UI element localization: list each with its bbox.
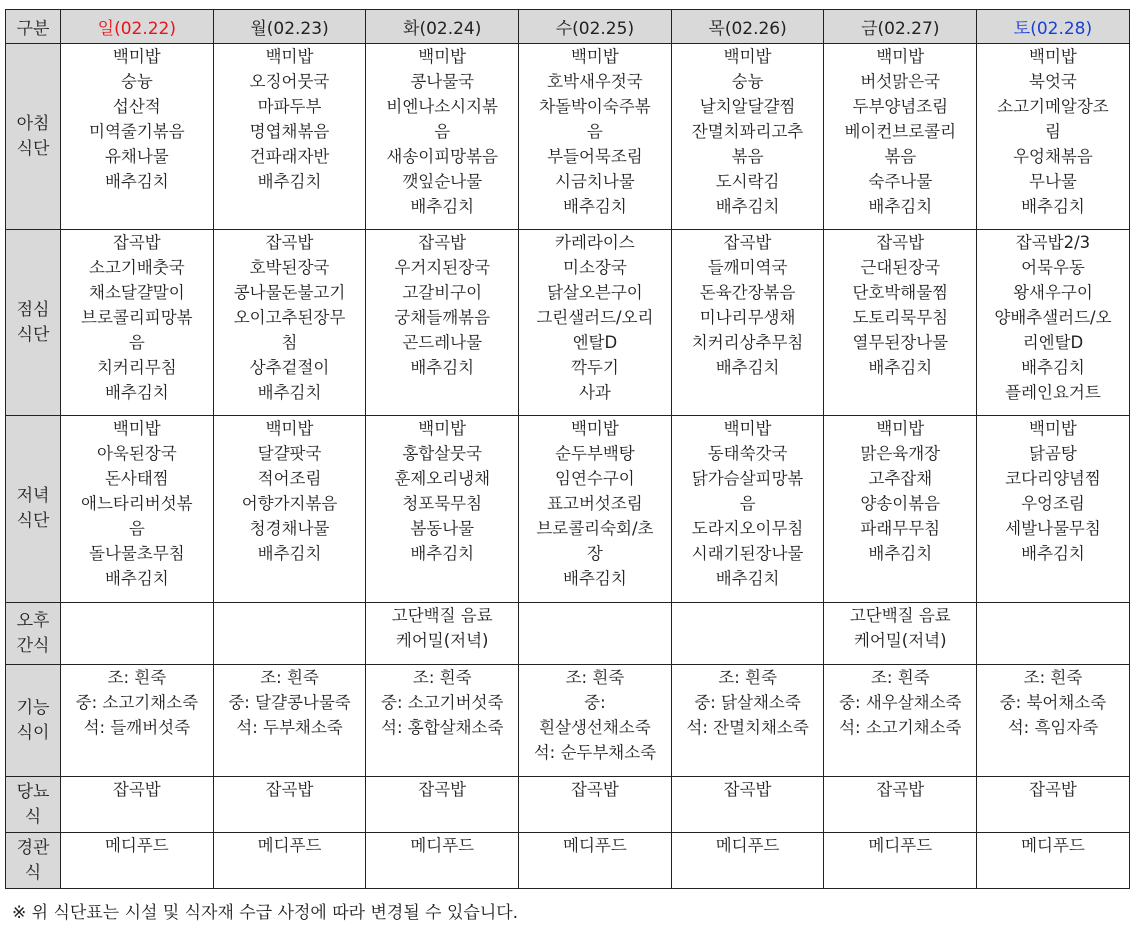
menu-item: 배추김치	[868, 197, 933, 216]
menu-item: 조: 흰죽	[1023, 668, 1083, 687]
menu-item: 버섯맑은국	[860, 72, 941, 91]
menu-item: 석: 홍합살채소죽	[381, 718, 504, 737]
row-label-line: 점심	[16, 299, 50, 320]
menu-cell-snack-mon	[213, 603, 366, 665]
menu-item: 열무된장나물	[852, 333, 949, 352]
menu-item: 메디푸드	[868, 836, 933, 855]
menu-item: 비엔나소시지볶	[386, 97, 498, 116]
menu-cell-diabetic-diet-mon	[213, 777, 366, 833]
menu-cell-special-diet-tue	[366, 665, 519, 777]
menu-item: 어향가지볶음	[241, 494, 338, 513]
menu-item: 그린샐러드/오리	[536, 308, 654, 327]
menu-item: 배추김치	[104, 383, 169, 402]
menu-item: 석: 들깨버섯죽	[83, 718, 191, 737]
menu-item: 두부양념조림	[852, 97, 949, 116]
menu-cell-lunch-tue	[366, 230, 519, 416]
menu-item: 볶음	[884, 147, 917, 166]
row-label-lunch	[6, 230, 61, 416]
menu-item: 잡곡밥	[112, 233, 161, 252]
meal-row-breakfast	[6, 44, 1130, 230]
menu-cell-special-diet-thu	[671, 665, 824, 777]
meal-row-tube-feeding	[6, 833, 1130, 889]
menu-item: 고추잡채	[868, 469, 933, 488]
menu-item: 훈제오리냉채	[394, 469, 491, 488]
row-label-line: 기능	[16, 697, 50, 718]
menu-item: 배추김치	[410, 358, 475, 377]
meal-row-lunch	[6, 230, 1130, 416]
menu-item: 오이고추된장무	[233, 308, 346, 327]
menu-item: 고단백질 음료	[391, 606, 493, 625]
menu-item: 소고기메알장조	[997, 97, 1109, 116]
menu-cell-diabetic-diet-fri	[824, 777, 977, 833]
menu-item: 중: 소고기채소죽	[75, 693, 199, 712]
day-header-mon: 월(02.23)	[213, 10, 366, 44]
menu-cell-breakfast-sat	[977, 44, 1130, 230]
row-label-line: 간식	[16, 635, 50, 656]
menu-item: 돈육간장볶음	[699, 283, 796, 302]
menu-item: 백미밥	[418, 47, 467, 66]
menu-item: 시래기된장나물	[691, 544, 804, 563]
menu-item: 숭늉	[731, 72, 764, 91]
menu-item: 잡곡밥2/3	[1015, 233, 1091, 252]
menu-cell-breakfast-thu	[671, 44, 824, 230]
menu-cell-breakfast-tue	[366, 44, 519, 230]
menu-item: 동태쑥갓국	[707, 444, 788, 463]
menu-item: 날치알달걀찜	[699, 97, 796, 116]
menu-item: 왕새우구이	[1013, 283, 1093, 302]
menu-item: 코다리양념찜	[1005, 469, 1101, 488]
row-label-line: 아침	[16, 113, 50, 134]
menu-item: 배추김치	[1021, 358, 1085, 377]
day-header-sat: 토(02.28)	[977, 10, 1130, 44]
menu-item: 배추김치	[104, 569, 169, 588]
menu-item: 배추김치	[715, 569, 780, 588]
row-label-breakfast	[6, 44, 61, 230]
menu-item: 조: 흰죽	[412, 668, 472, 687]
menu-item: 청경채나물	[249, 519, 330, 538]
menu-cell-lunch-sat	[977, 230, 1130, 416]
menu-cell-snack-sun	[61, 603, 214, 665]
row-label-tube-feeding	[6, 833, 61, 889]
menu-item: 중: 소고기버섯죽	[381, 693, 504, 712]
menu-item: 깻잎순나물	[402, 172, 483, 191]
menu-item: 음	[128, 519, 145, 538]
menu-cell-tube-feeding-tue	[366, 833, 519, 889]
menu-item: 잡곡밥	[112, 780, 161, 799]
menu-item: 메디푸드	[563, 836, 627, 855]
menu-item: 도라지오이무침	[691, 519, 804, 538]
menu-item: 침	[281, 333, 298, 352]
menu-item: 청포묵무침	[402, 494, 483, 513]
menu-item: 음	[739, 494, 756, 513]
menu-cell-dinner-tue	[366, 416, 519, 603]
menu-item: 근대된장국	[860, 258, 941, 277]
menu-item: 부들어묵조림	[547, 147, 643, 166]
menu-item: 우엉조림	[1021, 494, 1085, 513]
menu-item: 어묵우동	[1021, 258, 1085, 277]
menu-cell-special-diet-fri	[824, 665, 977, 777]
menu-item: 메디푸드	[410, 836, 475, 855]
menu-item: 백미밥	[723, 47, 772, 66]
menu-item: 돈사태찜	[104, 469, 169, 488]
menu-item: 배추김치	[715, 197, 780, 216]
meal-row-dinner	[6, 416, 1130, 603]
menu-item: 콩나물국	[410, 72, 475, 91]
menu-item: 석: 순두부채소죽	[533, 743, 657, 762]
menu-item: 잡곡밥	[1029, 780, 1077, 799]
row-label-line: 식단	[16, 138, 50, 159]
row-label-line: 식	[24, 806, 42, 827]
menu-item: 백미밥	[1029, 419, 1077, 438]
menu-item: 배추김치	[1021, 197, 1085, 216]
menu-item: 소고기배춧국	[89, 258, 185, 277]
row-label-line: 경관	[16, 837, 50, 858]
menu-item: 미소장국	[563, 258, 627, 277]
menu-cell-dinner-fri	[824, 416, 977, 603]
menu-cell-tube-feeding-sat	[977, 833, 1130, 889]
menu-item: 조: 흰죽	[718, 668, 777, 687]
menu-item: 새송이피망볶음	[386, 147, 498, 166]
row-label-line: 식단	[16, 511, 50, 531]
menu-item: 잡곡밥	[418, 780, 467, 799]
menu-item: 석: 흑임자죽	[1007, 718, 1099, 737]
menu-item: 건파래자반	[249, 147, 330, 166]
menu-cell-tube-feeding-fri	[824, 833, 977, 889]
menu-cell-diabetic-diet-wed	[519, 777, 672, 833]
header-row	[6, 10, 1130, 44]
menu-item: 케어밀(저녁)	[395, 631, 489, 650]
menu-item: 장	[586, 544, 603, 563]
menu-cell-lunch-thu	[671, 230, 824, 416]
menu-item: 음	[586, 122, 603, 141]
row-label-dinner	[6, 416, 61, 603]
menu-item: 닭곰탕	[1029, 444, 1077, 463]
row-label-snack	[6, 603, 61, 665]
menu-item: 오징어뭇국	[249, 72, 330, 91]
menu-item: 순두부백탕	[555, 444, 635, 463]
row-label-line: 식	[24, 862, 42, 883]
menu-item: 맑은육개장	[860, 444, 941, 463]
menu-item: 배추김치	[1021, 544, 1085, 563]
menu-item: 배추김치	[257, 172, 322, 191]
menu-cell-lunch-fri	[824, 230, 977, 416]
menu-item: 호박새우젓국	[547, 72, 643, 91]
menu-item: 플레인요거트	[1005, 383, 1101, 402]
menu-cell-snack-wed	[519, 603, 672, 665]
menu-item: 양배추샐러드/오	[994, 308, 1112, 327]
menu-item: 백미밥	[265, 47, 314, 66]
menu-item: 고갈비구이	[402, 283, 483, 302]
meal-row-snack	[6, 603, 1130, 665]
menu-item: 마파두부	[257, 97, 322, 116]
menu-item: 적어조림	[257, 469, 322, 488]
menu-cell-special-diet-wed	[519, 665, 672, 777]
menu-cell-lunch-mon	[213, 230, 366, 416]
menu-item: 봄동나물	[410, 519, 475, 538]
menu-item: 중:	[584, 693, 606, 712]
menu-cell-snack-sat	[977, 603, 1130, 665]
menu-cell-tube-feeding-thu	[671, 833, 824, 889]
menu-item: 우거지된장국	[394, 258, 491, 277]
menu-item: 메디푸드	[1021, 836, 1085, 855]
menu-item: 파래무무침	[860, 519, 941, 538]
menu-item: 고단백질 음료	[849, 606, 951, 625]
menu-cell-lunch-wed	[519, 230, 672, 416]
menu-item: 돌나물초무침	[89, 544, 185, 563]
menu-item: 아욱된장국	[96, 444, 177, 463]
menu-cell-special-diet-sun	[61, 665, 214, 777]
menu-cell-snack-tue	[366, 603, 519, 665]
menu-item: 브로콜리피망볶	[81, 308, 193, 327]
menu-item: 양송이볶음	[860, 494, 941, 513]
menu-item: 우엉채볶음	[1013, 147, 1093, 166]
meal-row-diabetic-diet	[6, 777, 1130, 833]
menu-item: 메디푸드	[104, 836, 169, 855]
menu-item: 치커리무침	[96, 358, 177, 377]
menu-cell-breakfast-sun	[61, 44, 214, 230]
menu-item: 배추김치	[410, 197, 475, 216]
menu-cell-special-diet-sat	[977, 665, 1130, 777]
menu-cell-diabetic-diet-sat	[977, 777, 1130, 833]
day-header-tue: 화(02.24)	[366, 10, 519, 44]
menu-item: 배추김치	[257, 383, 322, 402]
menu-cell-dinner-thu	[671, 416, 824, 603]
menu-cell-breakfast-fri	[824, 44, 977, 230]
menu-cell-snack-fri	[824, 603, 977, 665]
menu-item: 유채나물	[104, 147, 169, 166]
menu-item: 명엽채볶음	[249, 122, 330, 141]
menu-item: 메디푸드	[715, 836, 780, 855]
menu-item: 배추김치	[868, 544, 933, 563]
menu-item: 임연수구이	[555, 469, 635, 488]
menu-item: 음	[434, 122, 451, 141]
menu-item: 조: 흰죽	[107, 668, 167, 687]
menu-item: 백미밥	[112, 47, 161, 66]
day-header-fri: 금(02.27)	[824, 10, 977, 44]
menu-cell-dinner-wed	[519, 416, 672, 603]
menu-item: 음	[128, 333, 145, 352]
meal-plan-table	[5, 9, 1130, 889]
menu-item: 백미밥	[876, 419, 925, 438]
menu-item: 잡곡밥	[876, 780, 925, 799]
row-label-line: 식이	[16, 722, 50, 743]
menu-item: 조: 흰죽	[260, 668, 319, 687]
menu-cell-snack-thu	[671, 603, 824, 665]
day-header-sun: 일(02.22)	[61, 10, 214, 44]
row-label-special-diet	[6, 665, 61, 777]
menu-item: 백미밥	[570, 47, 619, 66]
menu-item: 무나물	[1029, 172, 1077, 191]
menu-cell-tube-feeding-sun	[61, 833, 214, 889]
menu-item: 숙주나물	[868, 172, 933, 191]
menu-item: 잡곡밥	[723, 780, 772, 799]
menu-item: 닭가슴살피망볶	[691, 469, 804, 488]
menu-cell-tube-feeding-mon	[213, 833, 366, 889]
corner-header: 구분	[6, 10, 61, 44]
menu-item: 볶음	[731, 147, 764, 166]
menu-item: 백미밥	[876, 47, 925, 66]
menu-item: 잡곡밥	[418, 233, 467, 252]
menu-item: 브로콜리숙회/초	[536, 519, 654, 538]
menu-cell-tube-feeding-wed	[519, 833, 672, 889]
menu-item: 들깨미역국	[707, 258, 788, 277]
menu-item: 북엇국	[1029, 72, 1077, 91]
menu-item: 애느타리버섯볶	[81, 494, 193, 513]
menu-item: 섭산적	[112, 97, 161, 116]
menu-item: 카레라이스	[555, 233, 635, 252]
menu-cell-special-diet-mon	[213, 665, 366, 777]
menu-item: 베이컨브로콜리	[844, 122, 957, 141]
menu-item: 배추김치	[563, 569, 627, 588]
menu-item: 배추김치	[715, 358, 780, 377]
menu-item: 조: 흰죽	[870, 668, 930, 687]
menu-item: 달걀팟국	[257, 444, 322, 463]
meal-row-special-diet	[6, 665, 1130, 777]
menu-item: 중: 북어채소죽	[999, 693, 1107, 712]
menu-item: 잡곡밥	[876, 233, 925, 252]
menu-item: 곤드레나물	[402, 333, 483, 352]
menu-item: 백미밥	[418, 419, 467, 438]
menu-item: 백미밥	[723, 419, 772, 438]
menu-cell-diabetic-diet-thu	[671, 777, 824, 833]
menu-item: 배추김치	[410, 544, 475, 563]
menu-item: 백미밥	[1029, 47, 1077, 66]
menu-item: 백미밥	[265, 419, 314, 438]
row-label-line: 당뇨	[16, 781, 50, 802]
menu-item: 백미밥	[570, 419, 619, 438]
menu-cell-dinner-mon	[213, 416, 366, 603]
menu-item: 케어밀(저녁)	[853, 631, 947, 650]
menu-item: 도토리묵무침	[852, 308, 949, 327]
menu-item: 홍합살뭇국	[402, 444, 483, 463]
menu-item: 궁채들깨볶음	[394, 308, 491, 327]
menu-cell-lunch-sun	[61, 230, 214, 416]
day-header-wed: 수(02.25)	[519, 10, 672, 44]
menu-item: 엔탈D	[572, 333, 618, 352]
menu-item: 치커리상추무침	[691, 333, 804, 352]
menu-cell-diabetic-diet-tue	[366, 777, 519, 833]
menu-item: 배추김치	[104, 172, 169, 191]
menu-item: 석: 두부채소죽	[236, 718, 343, 737]
menu-item: 중: 닭살채소죽	[694, 693, 801, 712]
menu-item: 차돌박이숙주볶	[539, 97, 651, 116]
menu-item: 미나리무생채	[699, 308, 796, 327]
menu-item: 잡곡밥	[723, 233, 772, 252]
menu-item: 잡곡밥	[570, 780, 619, 799]
menu-item: 잡곡밥	[265, 233, 314, 252]
menu-item: 배추김치	[868, 358, 933, 377]
menu-item: 배추김치	[257, 544, 322, 563]
menu-item: 사과	[578, 383, 611, 402]
menu-item: 닭살오븐구이	[547, 283, 643, 302]
menu-cell-dinner-sun	[61, 416, 214, 603]
row-label-line: 저녁	[16, 486, 50, 506]
menu-item: 흰살생선채소죽	[539, 718, 651, 737]
menu-item: 미역줄기볶음	[89, 122, 185, 141]
menu-item: 콩나물돈불고기	[233, 283, 346, 302]
menu-item: 중: 달걀콩나물죽	[228, 693, 351, 712]
row-label-diabetic-diet	[6, 777, 61, 833]
menu-item: 상추겉절이	[249, 358, 330, 377]
menu-item: 호박된장국	[249, 258, 330, 277]
menu-item: 채소달걀말이	[89, 283, 185, 302]
menu-cell-dinner-sat	[977, 416, 1130, 603]
day-header-thu: 목(02.26)	[671, 10, 824, 44]
menu-item: 도시락김	[715, 172, 780, 191]
menu-cell-breakfast-wed	[519, 44, 672, 230]
menu-item: 석: 소고기채소죽	[839, 718, 962, 737]
row-label-line: 식단	[16, 324, 50, 345]
menu-item: 배추김치	[563, 197, 627, 216]
menu-item: 잡곡밥	[265, 780, 314, 799]
menu-item: 림	[1044, 122, 1061, 141]
menu-item: 깍두기	[570, 358, 619, 377]
row-label-line: 오후	[16, 610, 50, 631]
menu-item: 조: 흰죽	[565, 668, 625, 687]
menu-item: 잔멸치꽈리고추	[691, 122, 804, 141]
menu-item: 중: 새우살채소죽	[839, 693, 962, 712]
menu-item: 숭늉	[120, 72, 153, 91]
menu-item: 메디푸드	[257, 836, 322, 855]
menu-item: 석: 잔멸치채소죽	[686, 718, 809, 737]
footnote: ※ 위 식단표는 시설 및 식자재 수급 사정에 따라 변경될 수 있습니다.	[12, 903, 519, 923]
menu-item: 표고버섯조림	[547, 494, 643, 513]
menu-cell-diabetic-diet-sun	[61, 777, 214, 833]
menu-item: 리엔탈D	[1022, 333, 1084, 352]
menu-item: 백미밥	[112, 419, 161, 438]
menu-cell-breakfast-mon	[213, 44, 366, 230]
menu-item: 시금치나물	[555, 172, 635, 191]
menu-item: 단호박해물찜	[852, 283, 949, 302]
menu-item: 세발나물무침	[1005, 519, 1101, 538]
